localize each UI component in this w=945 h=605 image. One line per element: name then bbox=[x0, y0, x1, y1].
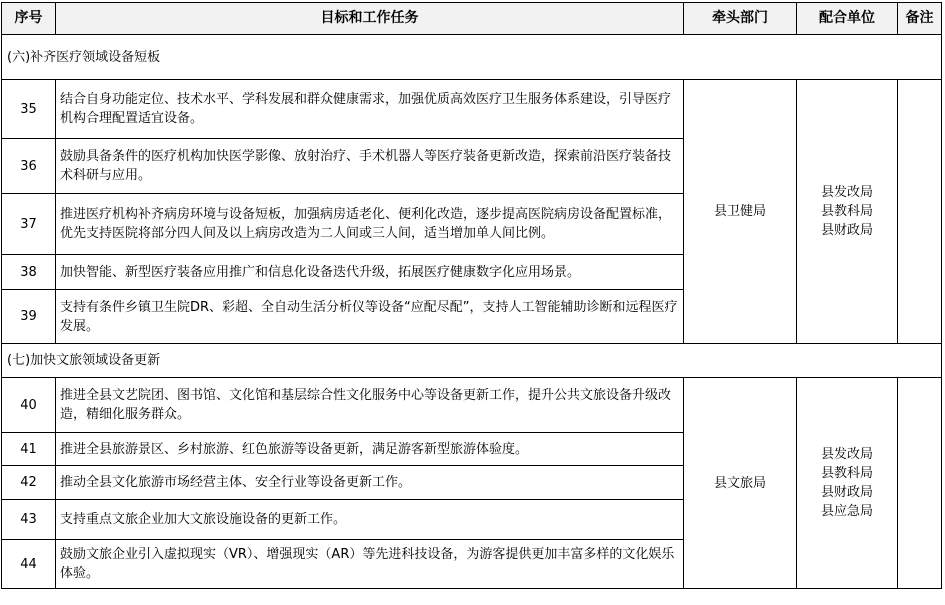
row-no: 41 bbox=[2, 433, 56, 466]
header-no: 序号 bbox=[2, 3, 56, 35]
row-task: 鼓励文旅企业引入虚拟现实（VR）、增强现实（AR）等先进科技设备，为游客提供更加丰富多样的文化娱乐体验。 bbox=[56, 540, 684, 589]
section-title: (六)补齐医疗领域设备短板 bbox=[2, 35, 942, 80]
coop-unit: 县财政局 bbox=[820, 485, 873, 500]
coop-unit: 县发改局 bbox=[820, 447, 873, 462]
coop-unit: 县教科局 bbox=[820, 204, 873, 219]
note-cell bbox=[898, 378, 942, 589]
table-row bbox=[2, 378, 942, 433]
row-no: 35 bbox=[2, 80, 56, 139]
header-coop: 配合单位 bbox=[797, 3, 898, 35]
row-no: 36 bbox=[2, 139, 56, 194]
section-row bbox=[2, 344, 942, 378]
coop-unit: 县应急局 bbox=[820, 504, 873, 519]
header-lead: 牵头部门 bbox=[684, 3, 797, 35]
coop-unit: 县教科局 bbox=[820, 466, 873, 481]
coop-units bbox=[797, 80, 898, 344]
coop-unit: 县财政局 bbox=[820, 223, 873, 238]
row-task: 推动全县文化旅游市场经营主体、安全行业等设备更新工作。 bbox=[56, 466, 684, 500]
section-row bbox=[2, 35, 942, 80]
row-no: 40 bbox=[2, 378, 56, 433]
row-no: 38 bbox=[2, 255, 56, 290]
row-task: 鼓励具备条件的医疗机构加快医学影像、放射治疗、手术机器人等医疗装备更新改造，探索前沿医疗装备技术科研与应用。 bbox=[56, 139, 684, 194]
table-row bbox=[2, 80, 942, 139]
coop-unit: 县发改局 bbox=[820, 185, 873, 200]
row-no: 37 bbox=[2, 194, 56, 255]
row-no: 42 bbox=[2, 466, 56, 500]
row-task: 推进医疗机构补齐病房环境与设备短板，加强病房适老化、便利化改造，逐步提高医院病房设备配置标准，优先支持医院将部分四人间及以上病房改造为二人间或三人间，适当增加单人间比例。 bbox=[56, 194, 684, 255]
header-task: 目标和工作任务 bbox=[56, 3, 684, 35]
row-no: 39 bbox=[2, 290, 56, 344]
row-task: 支持有条件乡镇卫生院DR、彩超、全自动生活分析仪等设备“应配尽配”，支持人工智能辅助诊断和远程医疗发展。 bbox=[56, 290, 684, 344]
header-row bbox=[2, 3, 942, 35]
row-task: 推进全县旅游景区、乡村旅游、红色旅游等设备更新，满足游客新型旅游体验度。 bbox=[56, 433, 684, 466]
lead-dept: 县文旅局 bbox=[684, 378, 797, 589]
row-no: 43 bbox=[2, 500, 56, 540]
row-task: 加快智能、新型医疗装备应用推广和信息化设备迭代升级，拓展医疗健康数字化应用场景。 bbox=[56, 255, 684, 290]
header-note: 备注 bbox=[898, 3, 942, 35]
row-task: 推进全县文艺院团、图书馆、文化馆和基层综合性文化服务中心等设备更新工作，提升公共文旅设备升级改造，精细化服务群众。 bbox=[56, 378, 684, 433]
lead-dept: 县卫健局 bbox=[684, 80, 797, 344]
note-cell bbox=[898, 80, 942, 344]
row-task: 支持重点文旅企业加大文旅设施设备的更新工作。 bbox=[56, 500, 684, 540]
section-title: (七)加快文旅领域设备更新 bbox=[2, 344, 942, 378]
row-no: 44 bbox=[2, 540, 56, 589]
row-task: 结合自身功能定位、技术水平、学科发展和群众健康需求，加强优质高效医疗卫生服务体系建设，引导医疗机构合理配置适宜设备。 bbox=[56, 80, 684, 139]
task-table bbox=[1, 2, 942, 589]
coop-units bbox=[797, 378, 898, 589]
